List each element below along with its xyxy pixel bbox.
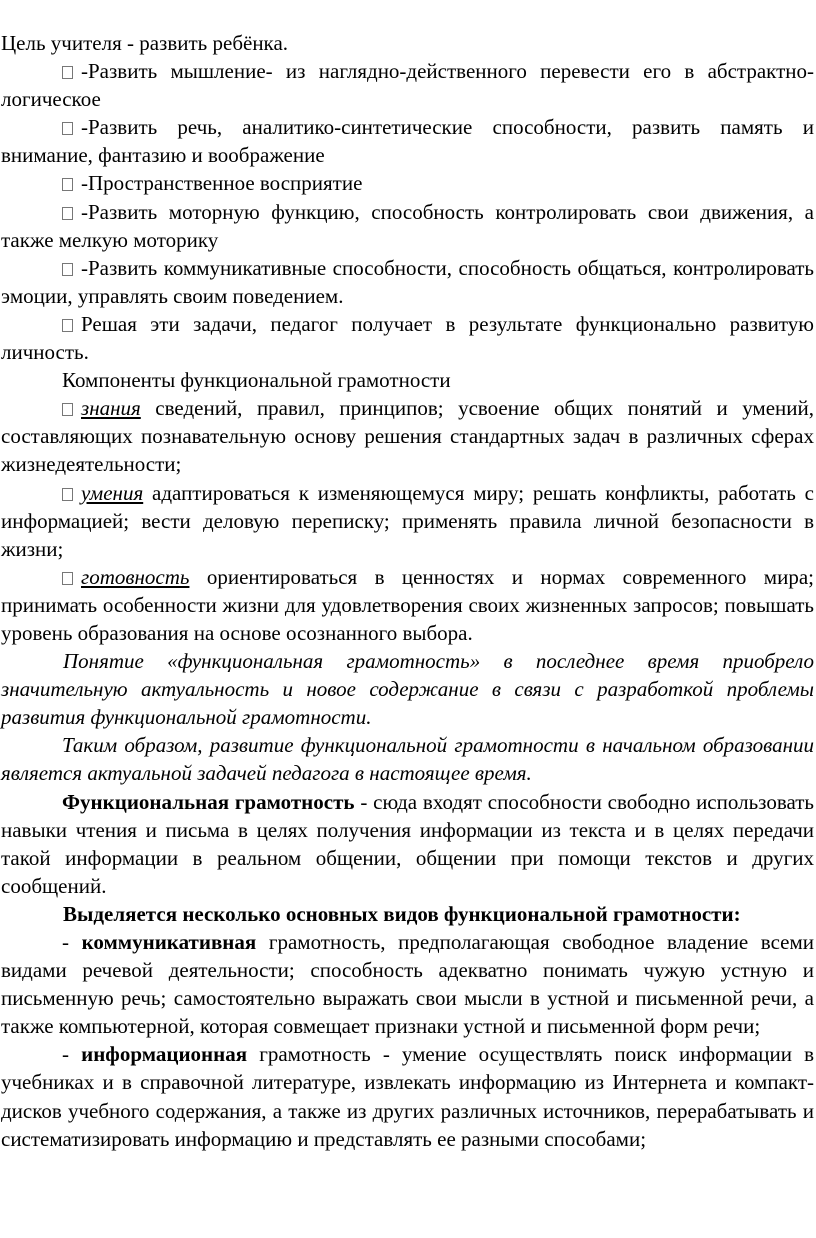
component-term: знания <box>81 396 141 421</box>
goal-item: -Развить моторную функцию, способность контролировать свои движения, а также мелкую моторику <box>1 199 814 252</box>
bullet-box-icon <box>62 207 73 220</box>
component-term: умения <box>81 480 144 505</box>
component-term: готовность <box>81 564 190 589</box>
type-term: информационная <box>81 1042 248 1067</box>
goal-item: Решая эти задачи, педагог получает в результате функционально развитую личность. <box>1 311 814 365</box>
bullet-box-icon <box>62 263 73 276</box>
component-item: знания сведений, правил, принципов; усвоение общих понятий и умений, составляющих познавательную основу решения стандартных задач в различных сферах жизнедеятельности; <box>1 396 814 477</box>
components-heading: Компоненты функциональной грамотности <box>62 368 451 393</box>
italic-paragraph: Понятие «функциональная грамотность» в последнее время приобрело значительную актуальность и новое содержание в связи с разработкой проблемы развития функциональной грамотности. <box>1 649 814 730</box>
document-title: Цель учителя - развить ребёнка. <box>1 31 289 55</box>
goal-item: -Развить коммуникативные способности, способность общаться, контролировать эмоции, управлять своим поведением. <box>1 255 814 308</box>
goal-item: -Пространственное восприятие <box>1 169 814 197</box>
bullet-box-icon <box>62 178 73 191</box>
bullet-box-icon <box>62 488 73 501</box>
italic-paragraph: Таким образом, развитие функциональной грамотности в начальном образовании является актуальной задачей педагога в настоящее время. <box>1 733 814 786</box>
goal-item: -Развить речь, аналитико-синтетические способности, развить память и внимание, фантазию и воображение <box>1 115 814 168</box>
component-item: умения адаптироваться к изменяющемуся миру; решать конфликты, работать с информацией; вести деловую переписку; применять правила личной безопасности в жизни; <box>1 480 814 561</box>
types-heading: Выделяется несколько основных видов функциональной грамотности: <box>63 901 741 926</box>
bullet-box-icon <box>62 319 73 332</box>
type-item: - коммуникативная грамотность, предполагающая свободное владение всеми видами речевой деятельности; способность адекватно понимать чужую устную и письменную речь; самостоятельно выражать свои мысли в устной и письменной речи, а также компьютерной, которая совмещает признаки устной и письменной форм речи; <box>1 930 814 1039</box>
type-item: - информационная грамотность - умение осуществлять поиск информации в учебниках и в справочной литературе, извлекать информацию из Интернета и компакт-дисков учебного содержания, а также из других различных источников, перерабатывать и систематизировать информацию и представлять ее разными способами; <box>1 1042 814 1151</box>
type-term: коммуникативная <box>81 930 257 954</box>
definition-paragraph: Функциональная грамотность - сюда входят способности свободно использовать навыки чтения и письма в целях получения информации из текста и в целях передачи такой информации в реальном общении, общении при помощи текстов и других сообщений. <box>1 789 814 898</box>
bullet-box-icon <box>62 403 73 416</box>
component-item: готовность ориентироваться в ценностях и нормах современного мира; принимать особенности жизни для удовлетворения своих жизненных запросов; повышать уровень образования на основе осознанного выбора. <box>1 564 814 645</box>
definition-term: Функциональная грамотность <box>62 789 355 814</box>
bullet-box-icon <box>62 66 73 79</box>
goal-item: -Развить мышление- из наглядно-действенного перевести его в абстрактно-логическое <box>1 59 814 112</box>
bullet-box-icon <box>62 572 73 585</box>
bullet-box-icon <box>62 122 73 135</box>
